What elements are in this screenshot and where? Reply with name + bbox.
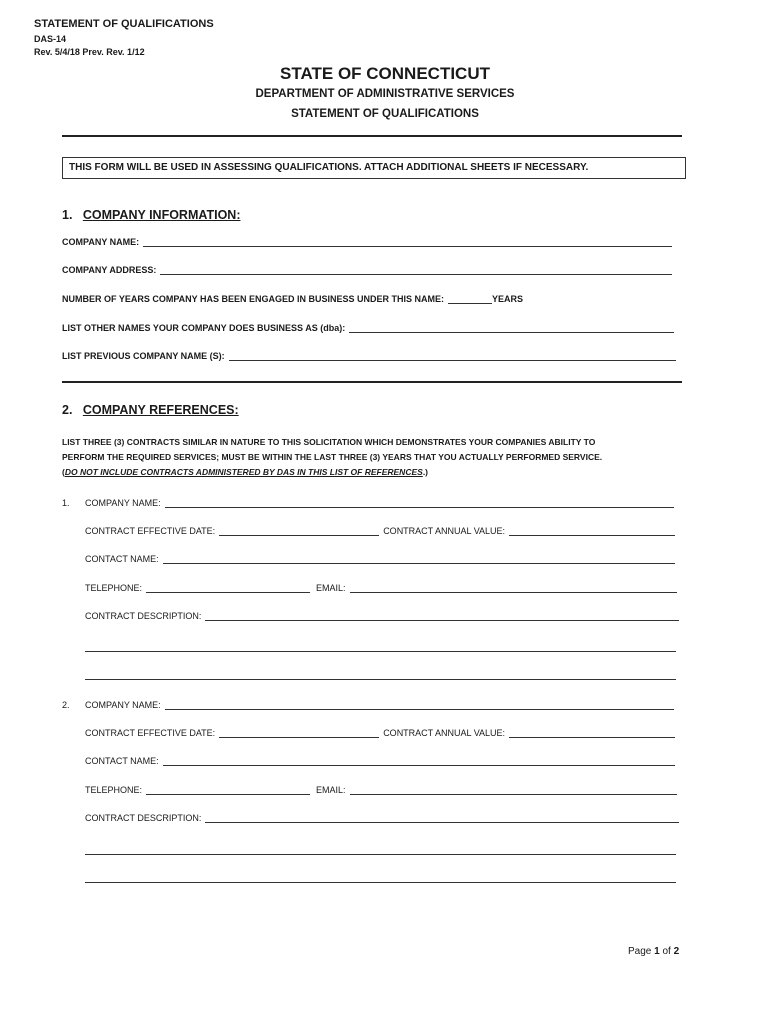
ref1-description-field[interactable] <box>205 610 679 621</box>
reference-1-number: 1. <box>62 498 70 508</box>
page-word: Page <box>628 946 652 957</box>
ref1-description-line-2[interactable] <box>85 651 676 652</box>
instruction-open-paren: ( <box>62 467 65 477</box>
instruction-line2: PERFORM THE REQUIRED SERVICES; MUST BE WITHIN THE LAST THREE (3) YEARS THAT YOU ACTUALLY PERFORMED SERVICE. <box>62 452 603 462</box>
ref2-effective-date-label: CONTRACT EFFECTIVE DATE: <box>85 728 216 738</box>
ref2-company-row <box>85 699 674 710</box>
company-name-row <box>62 236 672 247</box>
ref1-annual-value-field[interactable] <box>509 525 675 536</box>
ref2-contact-row <box>85 755 675 766</box>
section2-heading <box>62 403 239 417</box>
ref1-telephone-field[interactable] <box>146 582 310 593</box>
ref1-company-name-label: COMPANY NAME: <box>85 498 161 508</box>
instruction-line1: LIST THREE (3) CONTRACTS SIMILAR IN NATURE TO THIS SOLICITATION WHICH DEMONSTRATES YOUR COMPANIES ABILITY TO <box>62 437 596 447</box>
company-address-field[interactable] <box>160 264 672 275</box>
years-label: NUMBER OF YEARS COMPANY HAS BEEN ENGAGED IN BUSINESS UNDER THIS NAME: <box>62 294 445 304</box>
ref2-company-name-label: COMPANY NAME: <box>85 700 161 710</box>
years-row <box>62 293 523 304</box>
page-total: 2 <box>673 946 680 957</box>
dba-label: LIST OTHER NAMES YOUR COMPANY DOES BUSINESS AS (dba): <box>62 323 346 333</box>
department-title: DEPARTMENT OF ADMINISTRATIVE SERVICES <box>255 88 515 100</box>
notice-box: THIS FORM WILL BE USED IN ASSESSING QUALIFICATIONS. ATTACH ADDITIONAL SHEETS IF NECESSARY. <box>62 157 686 179</box>
ref1-description-line-3[interactable] <box>85 679 676 680</box>
years-field[interactable] <box>448 293 492 304</box>
ref2-date-value-row <box>85 727 675 738</box>
company-name-label: COMPANY NAME: <box>62 237 140 247</box>
section1-heading <box>62 208 241 222</box>
ref1-phone-email-row <box>85 582 677 593</box>
page-of: of <box>662 946 671 957</box>
ref2-contact-name-label: CONTACT NAME: <box>85 756 159 766</box>
ref1-effective-date-field[interactable] <box>219 525 379 536</box>
dba-field[interactable] <box>349 322 674 333</box>
ref1-annual-value-label: CONTRACT ANNUAL VALUE: <box>383 526 506 536</box>
ref2-company-name-field[interactable] <box>165 699 674 710</box>
ref2-telephone-label: TELEPHONE: <box>85 785 143 795</box>
ref2-email-field[interactable] <box>350 784 677 795</box>
ref1-email-label: EMAIL: <box>316 583 346 593</box>
company-name-field[interactable] <box>143 236 672 247</box>
ref1-effective-date-label: CONTRACT EFFECTIVE DATE: <box>85 526 216 536</box>
ref2-email-label: EMAIL: <box>316 785 346 795</box>
ref1-company-name-field[interactable] <box>165 497 674 508</box>
form-number: DAS-14 <box>34 34 67 44</box>
page-current: 1 <box>654 946 660 957</box>
ref2-annual-value-label: CONTRACT ANNUAL VALUE: <box>383 728 506 738</box>
ref1-email-field[interactable] <box>350 582 677 593</box>
ref1-date-value-row <box>85 525 675 536</box>
ref2-contact-name-field[interactable] <box>163 755 675 766</box>
ref1-description-row <box>85 610 679 621</box>
ref2-description-line-2[interactable] <box>85 854 676 855</box>
form-title-small: STATEMENT OF QUALIFICATIONS <box>34 18 214 30</box>
ref1-telephone-label: TELEPHONE: <box>85 583 143 593</box>
section2-title: COMPANY REFERENCES: <box>82 403 239 417</box>
document-title: STATEMENT OF QUALIFICATIONS <box>291 108 479 120</box>
ref1-description-label: CONTRACT DESCRIPTION: <box>85 611 202 621</box>
previous-name-field[interactable] <box>229 350 676 361</box>
dba-row <box>62 322 674 333</box>
ref2-phone-email-row <box>85 784 677 795</box>
instruction-emphasis: DO NOT INCLUDE CONTRACTS ADMINISTERED BY DAS IN THIS LIST OF REFERENCES <box>64 467 423 477</box>
previous-name-label: LIST PREVIOUS COMPANY NAME (S): <box>62 351 225 361</box>
ref2-annual-value-field[interactable] <box>509 727 675 738</box>
previous-name-row <box>62 350 676 361</box>
ref2-description-row <box>85 812 679 823</box>
page-number <box>628 946 679 957</box>
ref2-description-field[interactable] <box>205 812 679 823</box>
section1-title: COMPANY INFORMATION: <box>82 208 241 222</box>
instruction-close-paren: .) <box>422 467 429 477</box>
ref1-company-row <box>85 497 674 508</box>
section1-number: 1. <box>62 208 73 222</box>
ref1-contact-name-label: CONTACT NAME: <box>85 554 159 564</box>
revision-info: Rev. 5/4/18 Prev. Rev. 1/12 <box>34 47 145 57</box>
ref2-description-line-3[interactable] <box>85 882 676 883</box>
section2-number: 2. <box>62 403 73 417</box>
years-suffix: YEARS <box>492 294 524 304</box>
reference-2-number: 2. <box>62 700 70 710</box>
ref2-description-label: CONTRACT DESCRIPTION: <box>85 813 202 823</box>
ref2-effective-date-field[interactable] <box>219 727 379 738</box>
company-address-row <box>62 264 672 275</box>
title-divider <box>62 135 682 137</box>
state-title: STATE OF CONNECTICUT <box>280 64 490 83</box>
ref1-contact-name-field[interactable] <box>163 553 675 564</box>
section-divider <box>62 381 682 383</box>
ref1-contact-row <box>85 553 675 564</box>
company-address-label: COMPANY ADDRESS: <box>62 265 157 275</box>
instruction-line3 <box>62 467 428 477</box>
ref2-telephone-field[interactable] <box>146 784 310 795</box>
